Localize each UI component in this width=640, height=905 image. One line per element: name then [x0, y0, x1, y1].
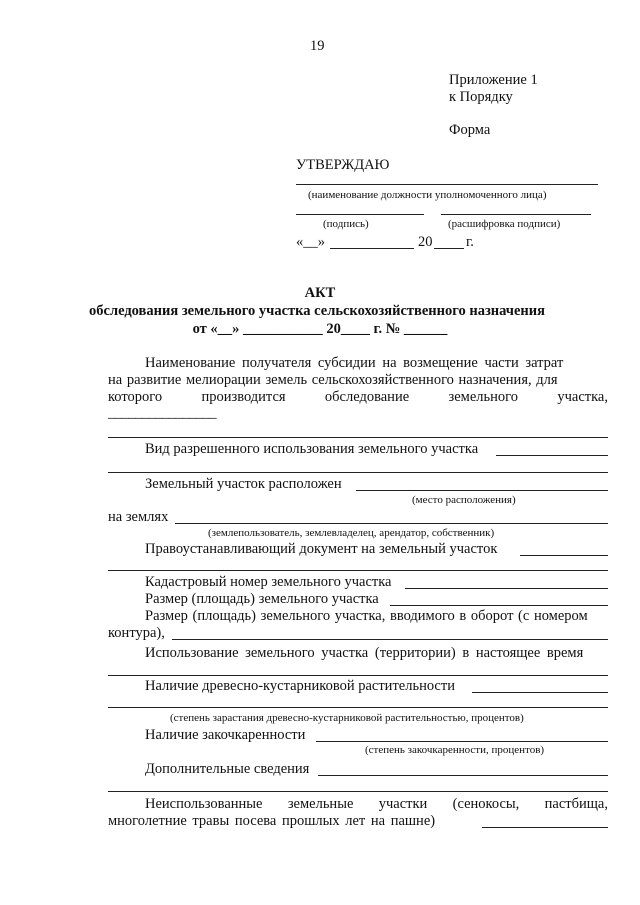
area-field[interactable] [390, 605, 608, 606]
on-lands-field[interactable] [175, 523, 608, 524]
contour-label: контура), [108, 625, 165, 641]
decryption-caption: (расшифровка подписи) [448, 218, 561, 230]
appendix-label: Приложение 1 [449, 72, 538, 88]
unused-word: (сенокосы, [452, 796, 520, 812]
position-line [296, 184, 598, 185]
recipient-line-4: ________________ [108, 405, 216, 421]
permitted-use-line-2[interactable] [108, 472, 608, 473]
decryption-line [441, 214, 591, 215]
document-title: АКТ [304, 285, 336, 301]
unused-field[interactable] [482, 827, 608, 828]
unused-line-1 [145, 796, 608, 813]
recipient-word: производится [201, 389, 286, 405]
cadastral-field[interactable] [405, 588, 608, 589]
approval-date-year-line [434, 248, 464, 249]
on-lands-label: на землях [108, 509, 169, 525]
bog-field[interactable] [316, 741, 608, 742]
additional-label: Дополнительные сведения [145, 761, 310, 777]
order-reference: к Порядку [449, 89, 513, 105]
recipient-word: земельного [448, 389, 518, 405]
approval-date-year-prefix: 20 [418, 234, 433, 250]
document-subtitle: обследования земельного участка сельскохозяйственного назначения [89, 303, 545, 319]
cadastral-label: Кадастровый номер земельного участка [145, 574, 392, 590]
permitted-use-label: Вид разрешенного использования земельного участка [145, 441, 479, 457]
document-date-number: от «__» ___________ 20____ г. № ______ [192, 321, 448, 337]
signature-line [296, 214, 424, 215]
additional-field[interactable] [318, 775, 608, 776]
area-label: Размер (площадь) земельного участка [145, 591, 379, 607]
contour-field[interactable] [172, 639, 608, 640]
location-label: Земельный участок расположен [145, 476, 342, 492]
recipient-line-1: Наименование получателя субсидии на возмещение части затрат [145, 355, 564, 371]
approve-label: УТВЕРЖДАЮ [296, 157, 390, 173]
unused-word: участки [378, 796, 428, 812]
vegetation-label: Наличие древесно-кустарниковой растительности [145, 678, 455, 694]
recipient-line-2: на развитие мелиорации земель сельскохозяйственного назначения, для [108, 372, 558, 388]
recipient-word: которого [108, 389, 163, 405]
approval-date-month-line [330, 248, 414, 249]
current-use-label: Использование земельного участка (территории) в настоящее время [145, 645, 584, 661]
location-field[interactable] [356, 490, 608, 491]
recipient-word: участка, [557, 389, 608, 405]
title-document-label: Правоустанавливающий документ на земельный участок [145, 541, 498, 557]
bog-label: Наличие закочкаренности [145, 727, 306, 743]
title-document-field[interactable] [520, 555, 608, 556]
permitted-use-field[interactable] [496, 455, 608, 456]
recipient-word: обследование [324, 389, 410, 405]
position-caption: (наименование должности уполномоченного лица) [308, 189, 547, 201]
vegetation-line-2[interactable] [108, 707, 608, 708]
title-document-line-2[interactable] [108, 570, 608, 571]
on-lands-caption: (землепользователь, землевладелец, арендатор, собственник) [208, 527, 495, 539]
recipient-line-3 [108, 389, 608, 406]
vegetation-field[interactable] [472, 692, 608, 693]
recipient-blank-line [108, 437, 608, 438]
area-circulation-label: Размер (площадь) земельного участка, вводимого в оборот (с номером [145, 608, 588, 624]
unused-word: земельные [287, 796, 354, 812]
bog-caption: (степень закочкаренности, процентов) [365, 744, 545, 756]
unused-word: пастбища, [544, 796, 608, 812]
form-label: Форма [449, 122, 491, 138]
unused-line-2: многолетние травы посева прошлых лет на пашне) [108, 813, 436, 829]
location-caption: (место расположения) [412, 494, 516, 506]
approval-date-year-suffix: г. [466, 234, 474, 250]
current-use-field[interactable] [108, 675, 608, 676]
signature-caption: (подпись) [323, 218, 369, 230]
additional-line-2[interactable] [108, 791, 608, 792]
page-number: 19 [310, 38, 325, 54]
unused-word: Неиспользованные [145, 796, 263, 812]
vegetation-caption: (степень зарастания древесно-кустарниковой растительностью, процентов) [170, 712, 524, 724]
approval-date-day: «__» [296, 234, 325, 250]
